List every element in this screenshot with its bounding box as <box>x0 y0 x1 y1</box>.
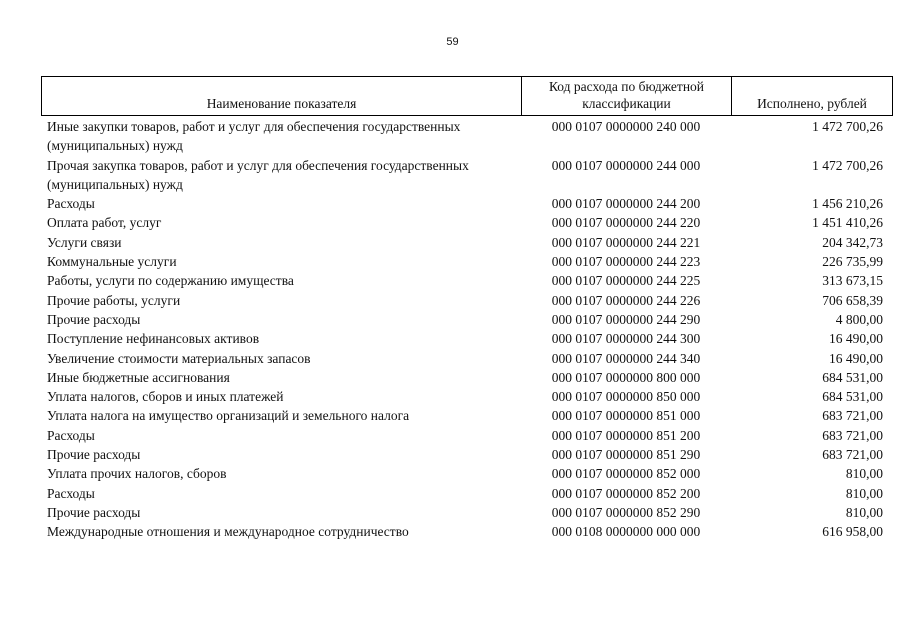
row-name: Расходы <box>47 196 95 212</box>
row-amount: 1 456 210,26 <box>812 196 883 212</box>
row-code: 000 0107 0000000 800 000 <box>551 369 701 385</box>
row-code: 000 0107 0000000 244 221 <box>551 234 701 250</box>
row-amount: 810,00 <box>845 466 883 482</box>
row-amount: 1 472 700,26 <box>812 119 883 134</box>
row-code: 000 0107 0000000 244 225 <box>551 273 701 289</box>
row-name: Уплата прочих налогов, сборов <box>47 466 227 482</box>
table-body <box>41 117 893 542</box>
table-row <box>41 484 893 503</box>
row-name: Увеличение стоимости материальных запасов <box>47 350 311 366</box>
row-amount: 706 658,39 <box>822 292 883 308</box>
table-row <box>41 117 893 156</box>
row-name: Прочие расходы <box>47 447 141 463</box>
row-code: 000 0107 0000000 240 000 <box>551 119 701 134</box>
row-code: 000 0108 0000000 000 000 <box>551 524 701 540</box>
table-row <box>41 522 893 541</box>
row-amount: 4 800,00 <box>835 311 883 327</box>
table-row <box>41 233 893 252</box>
row-code: 000 0107 0000000 244 200 <box>551 196 701 212</box>
row-name: Прочие расходы <box>47 504 141 520</box>
row-name: Прочие работы, услуги <box>47 292 181 308</box>
row-code: 000 0107 0000000 850 000 <box>551 389 701 405</box>
table-row <box>41 271 893 290</box>
table-row <box>41 387 893 406</box>
row-name: Уплата налога на имущество организаций и земельного налога <box>47 408 410 424</box>
row-amount: 684 531,00 <box>822 389 883 405</box>
row-amount: 226 735,99 <box>822 254 883 270</box>
row-amount: 313 673,15 <box>822 273 883 289</box>
table-row <box>41 426 893 445</box>
row-name: Расходы <box>47 427 95 443</box>
row-amount: 683 721,00 <box>822 427 883 443</box>
table-row <box>41 194 893 213</box>
row-code: 000 0107 0000000 244 226 <box>551 292 701 308</box>
row-amount: 683 721,00 <box>822 408 883 424</box>
row-name: Прочая закупка товаров, работ и услуг для обеспечения государственных (муниципальных) нужд <box>47 157 469 192</box>
row-code: 000 0107 0000000 244 223 <box>551 254 701 270</box>
table-row <box>41 464 893 483</box>
table-row <box>41 445 893 464</box>
row-name: Коммунальные услуги <box>47 254 177 270</box>
row-code: 000 0107 0000000 851 290 <box>551 447 701 463</box>
header-code: Код расхода по бюджетной классификации <box>522 77 732 115</box>
row-code: 000 0107 0000000 244 290 <box>551 311 701 327</box>
row-name: Иные бюджетные ассигнования <box>47 369 230 385</box>
header-name: Наименование показателя <box>42 77 522 115</box>
row-amount: 683 721,00 <box>822 447 883 463</box>
row-code: 000 0107 0000000 851 000 <box>551 408 701 424</box>
table-row <box>41 156 893 195</box>
table-row <box>41 291 893 310</box>
row-amount: 16 490,00 <box>829 350 883 366</box>
table-row <box>41 213 893 232</box>
row-name: Расходы <box>47 485 95 501</box>
row-name: Услуги связи <box>47 234 122 250</box>
table-header <box>41 76 893 116</box>
table-row <box>41 503 893 522</box>
row-name: Поступление нефинансовых активов <box>47 331 260 347</box>
row-code: 000 0107 0000000 244 000 <box>551 157 701 173</box>
row-amount: 16 490,00 <box>829 331 883 347</box>
page-number: 59 <box>446 36 459 48</box>
table-row <box>41 329 893 348</box>
row-name: Работы, услуги по содержанию имущества <box>47 273 294 289</box>
table-row <box>41 310 893 329</box>
row-amount: 204 342,73 <box>822 234 883 250</box>
row-amount: 810,00 <box>845 485 883 501</box>
row-name: Оплата работ, услуг <box>47 215 162 231</box>
row-code: 000 0107 0000000 851 200 <box>551 427 701 443</box>
row-code: 000 0107 0000000 244 340 <box>551 350 701 366</box>
row-code: 000 0107 0000000 244 220 <box>551 215 701 231</box>
row-code: 000 0107 0000000 244 300 <box>551 331 701 347</box>
row-name: Иные закупки товаров, работ и услуг для обеспечения государственных (муниципальных) нужд <box>47 119 461 154</box>
row-code: 000 0107 0000000 852 000 <box>551 466 701 482</box>
row-name: Международные отношения и международное сотрудничество <box>47 524 409 540</box>
table-row <box>41 252 893 271</box>
row-amount: 616 958,00 <box>822 524 883 540</box>
header-executed: Исполнено, рублей <box>757 96 867 111</box>
row-name: Прочие расходы <box>47 311 141 327</box>
row-amount: 684 531,00 <box>822 369 883 385</box>
row-amount: 810,00 <box>845 504 883 520</box>
row-name: Уплата налогов, сборов и иных платежей <box>47 389 284 405</box>
row-code: 000 0107 0000000 852 200 <box>551 485 701 501</box>
row-amount: 1 451 410,26 <box>812 215 883 231</box>
table-row <box>41 368 893 387</box>
table-row <box>41 406 893 425</box>
table-row <box>41 349 893 368</box>
row-amount: 1 472 700,26 <box>812 157 883 173</box>
row-code: 000 0107 0000000 852 290 <box>551 504 701 520</box>
